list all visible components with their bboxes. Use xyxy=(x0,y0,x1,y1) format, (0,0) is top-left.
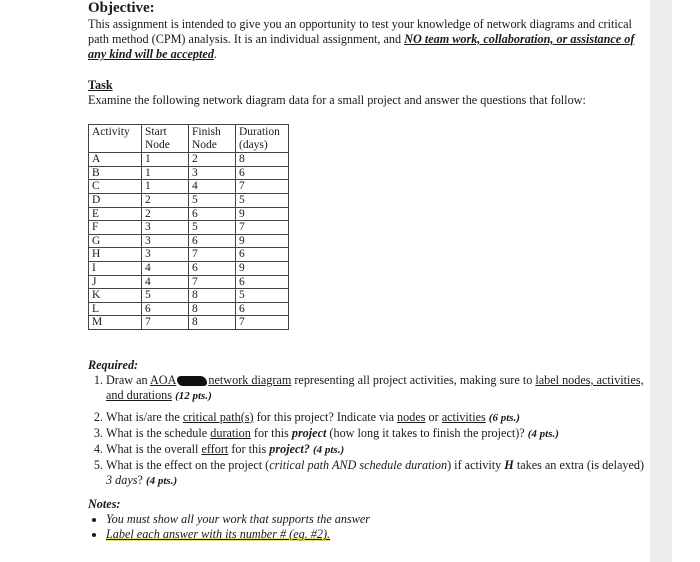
cell-duration: 7 xyxy=(236,180,289,194)
q3-text-e: (how long it takes to finish the project)? xyxy=(326,425,528,440)
cell-duration: 7 xyxy=(236,316,289,330)
header-activity: Activity xyxy=(89,125,142,153)
cell-duration: 7 xyxy=(236,221,289,235)
task-paragraph: Examine the following network diagram data for a small project and answer the questions that follow: xyxy=(88,93,586,107)
table-row xyxy=(89,302,289,316)
q5-text-g: ? xyxy=(137,472,146,487)
question-4 xyxy=(106,442,648,458)
q1-label-text: label nodes, activities, and durations xyxy=(106,372,644,402)
header-start-node: Start Node xyxy=(142,125,189,153)
cell-duration: 6 xyxy=(236,248,289,262)
q1-points: (12 pts.) xyxy=(175,389,212,402)
task-heading: Task xyxy=(88,78,113,92)
cell-duration: 9 xyxy=(236,261,289,275)
assignment-document xyxy=(88,0,648,542)
q3-text-a: What is the schedule xyxy=(106,425,211,440)
cell-activity: A xyxy=(89,153,142,167)
cell-activity: J xyxy=(89,275,142,289)
q1-text-d: representing all project activities, making sure to xyxy=(291,372,536,387)
cell-activity: M xyxy=(89,316,142,330)
table-row xyxy=(89,193,289,207)
cell-start-node: 5 xyxy=(142,289,189,303)
cell-finish-node: 2 xyxy=(189,153,236,167)
table-row xyxy=(89,275,289,289)
questions-list xyxy=(88,373,648,404)
table-row xyxy=(89,316,289,330)
q3-project: project xyxy=(291,425,327,440)
cell-activity: F xyxy=(89,221,142,235)
q4-effort: effort xyxy=(201,441,229,456)
cell-start-node: 1 xyxy=(142,180,189,194)
table-header-row xyxy=(89,125,289,153)
page-edge-strip xyxy=(650,0,672,562)
cell-start-node: 2 xyxy=(142,193,189,207)
q2-critical-path: critical path(s) xyxy=(182,409,254,424)
q1-text-a: Draw an xyxy=(106,372,150,387)
table-row xyxy=(89,221,289,235)
objective-text: This assignment is intended to give you an opportunity to test your knowledge of network diagrams and critical path method (CPM) analysis. It is an individual assignment, and xyxy=(88,17,632,46)
cell-start-node: 7 xyxy=(142,316,189,330)
note-item xyxy=(106,527,648,542)
cell-finish-node: 5 xyxy=(189,221,236,235)
cell-finish-node: 8 xyxy=(189,316,236,330)
question-2 xyxy=(106,410,648,426)
cell-duration: 6 xyxy=(236,302,289,316)
cell-start-node: 1 xyxy=(142,166,189,180)
objective-emphasis: NO team work, collaboration, or assistance of any kind will be accepted xyxy=(88,32,635,61)
q5-activity-h: H xyxy=(504,457,514,472)
cell-start-node: 1 xyxy=(142,153,189,167)
cell-finish-node: 4 xyxy=(189,180,236,194)
question-3 xyxy=(106,426,648,442)
notes-list xyxy=(88,512,648,542)
objective-period: . xyxy=(213,47,217,61)
q4-text-a: What is the overall xyxy=(106,441,202,456)
q2-or: or xyxy=(425,409,442,424)
cell-activity: B xyxy=(89,166,142,180)
q5-critical-path: critical path AND schedule duration xyxy=(269,457,448,472)
table-row xyxy=(89,153,289,167)
cell-duration: 6 xyxy=(236,166,289,180)
cell-duration: 8 xyxy=(236,153,289,167)
q5-3-days: 3 days xyxy=(106,472,138,487)
activity-table-body xyxy=(89,153,289,330)
question-5 xyxy=(106,458,648,489)
scribble-mark xyxy=(177,376,207,386)
table-row xyxy=(89,180,289,194)
cell-finish-node: 6 xyxy=(189,261,236,275)
table-row xyxy=(89,207,289,221)
cell-duration: 9 xyxy=(236,207,289,221)
question-1 xyxy=(106,373,648,404)
q5-text-a: What is the effect on the project ( xyxy=(106,457,270,472)
cell-start-node: 3 xyxy=(142,234,189,248)
notes-heading: Notes: xyxy=(88,496,121,511)
cell-duration: 9 xyxy=(236,234,289,248)
cell-duration: 5 xyxy=(236,289,289,303)
q4-project: project? xyxy=(269,441,310,456)
cell-duration: 5 xyxy=(236,193,289,207)
questions-list-cont xyxy=(88,410,648,489)
cell-activity: D xyxy=(89,193,142,207)
header-duration: Duration (days) xyxy=(236,125,289,153)
cell-finish-node: 8 xyxy=(189,289,236,303)
activity-table xyxy=(88,124,289,330)
q2-nodes: nodes xyxy=(397,409,426,424)
table-row xyxy=(89,166,289,180)
table-row xyxy=(89,248,289,262)
cell-duration: 6 xyxy=(236,275,289,289)
cell-activity: H xyxy=(89,248,142,262)
q5-points: (4 pts.) xyxy=(145,474,178,487)
cell-start-node: 6 xyxy=(142,302,189,316)
q5-text-c: ) if activity xyxy=(447,457,505,472)
q2-activities: activities xyxy=(441,409,486,424)
cell-finish-node: 7 xyxy=(189,275,236,289)
q4-points: (4 pts.) xyxy=(312,443,345,456)
cell-activity: E xyxy=(89,207,142,221)
q3-points: (4 pts.) xyxy=(527,427,559,440)
q4-text-c: for this xyxy=(228,441,270,456)
note-item: • You must show all your work that supports the answer xyxy=(106,512,648,527)
cell-start-node: 3 xyxy=(142,248,189,262)
note-item-highlighted: Label each answer with its number # (eg. #2). xyxy=(106,526,331,541)
cell-activity: K xyxy=(89,289,142,303)
cell-finish-node: 8 xyxy=(189,302,236,316)
cell-activity: C xyxy=(89,180,142,194)
required-heading: Required: xyxy=(88,357,139,372)
cell-activity: G xyxy=(89,234,142,248)
cell-start-node: 3 xyxy=(142,221,189,235)
cell-start-node: 4 xyxy=(142,275,189,289)
cell-activity: I xyxy=(89,261,142,275)
cell-activity: L xyxy=(89,302,142,316)
q2-points: (6 pts.) xyxy=(488,411,520,424)
cell-finish-node: 7 xyxy=(189,248,236,262)
table-row xyxy=(89,234,289,248)
cell-finish-node: 6 xyxy=(189,234,236,248)
cell-finish-node: 5 xyxy=(189,193,236,207)
q2-text-a: What is/are the xyxy=(106,409,183,424)
q1-aoa: AOA xyxy=(150,372,177,387)
q3-duration: duration xyxy=(210,425,251,440)
objective-paragraph xyxy=(88,17,648,62)
objective-heading: Objective: xyxy=(88,0,155,16)
header-finish-node: Finish Node xyxy=(189,125,236,153)
q5-text-e: takes an extra (is delayed) xyxy=(513,457,645,472)
cell-finish-node: 6 xyxy=(189,207,236,221)
q1-network-diagram: network diagram xyxy=(208,372,292,387)
q3-text-c: for this xyxy=(250,425,292,440)
cell-start-node: 2 xyxy=(142,207,189,221)
q2-text-c: for this project? Indicate via xyxy=(253,409,398,424)
cell-start-node: 4 xyxy=(142,261,189,275)
table-row xyxy=(89,289,289,303)
table-row xyxy=(89,261,289,275)
cell-finish-node: 3 xyxy=(189,166,236,180)
